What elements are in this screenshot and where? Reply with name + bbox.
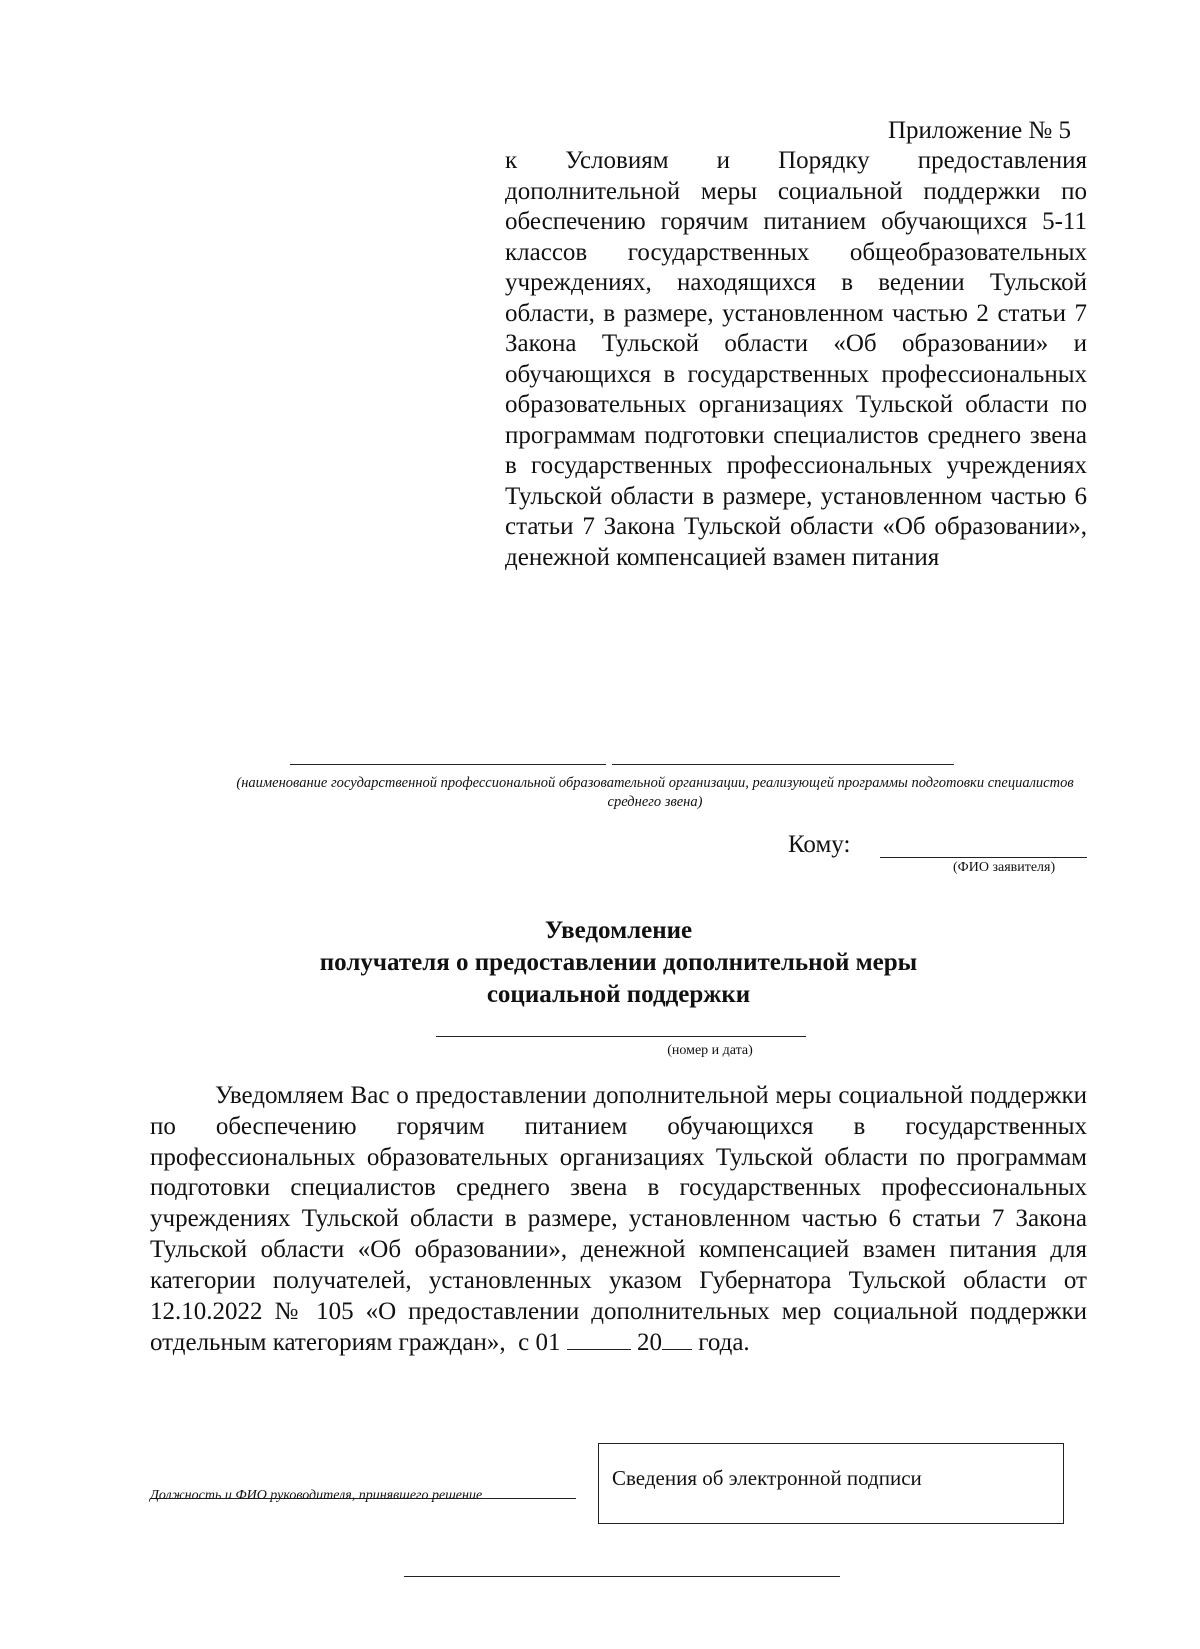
recipient-line — [880, 857, 1087, 858]
appendix-text: к Условиям и Порядку предоставления дополнительной меры социальной поддержки по обеспечению горячим питанием обучающихся 5-11 классов государственных общеобразовательных учреждениях, находящихся в ведении Тульской области, в размере, установленном частью 2 статьи 7 Закона Тульской области «Об образовании» и обучающихся в государственных профессиональных образовательных организациях Тульской области по программам подготовки специалистов среднего звена в государственных профессиональных учреждениях Тульской области в размере, установленном частью 6 статьи 7 Закона Тульской области «Об образовании», денежной компенсацией взамен питания — [505, 147, 1087, 571]
notice-title-line2: получателя о предоставлении дополнительной меры — [319, 949, 918, 976]
month-blank — [567, 1327, 631, 1350]
notice-title-line3: социальной поддержки — [486, 981, 751, 1008]
date-prefix: с 01 — [518, 1329, 561, 1357]
notice-body-text: Уведомляем Вас о предоставлении дополнительной меры социальной поддержки по обеспечению горячим питанием обучающихся в государственных профессиональных образовательных организациях Тульской области по программам подготовки специалистов среднего звена в государственных профессиональных учреждениях Тульской области в размере, установленном частью 6 статьи 7 Закона Тульской области «Об образовании», денежной компенсацией взамен питания для категории получателей, установленных указом Губернатора Тульской области от 12.10.2022 № 105 «О предоставлении дополнительных мер социальной поддержки отдельным категориям граждан», — [150, 1082, 1087, 1357]
date-suffix: года. — [698, 1329, 750, 1357]
recipient-label: Кому: — [788, 831, 851, 858]
recipient-caption: (ФИО заявителя) — [953, 860, 1056, 875]
number-caption: (номер и дата) — [667, 1043, 753, 1058]
year-prefix: 20 — [636, 1329, 662, 1357]
appendix-title: Приложение № 5 — [888, 117, 1072, 144]
esignature-box — [598, 1443, 1064, 1524]
notice-title-line1: Уведомление — [544, 917, 693, 944]
organization-line-right — [612, 764, 954, 765]
esignature-label: Сведения об электронной подписи — [612, 1466, 922, 1490]
bottom-line — [404, 1576, 840, 1577]
signature-caption: Должность и ФИО руководителя, принявшего решение — [150, 1488, 483, 1503]
number-line — [436, 1036, 806, 1037]
year-blank — [662, 1327, 692, 1350]
organization-caption: (наименование государственной профессиональной образовательной организации, реализующей программы подготовки специалистов среднего звена) — [236, 775, 1074, 810]
notice-title — [150, 915, 1087, 1011]
organization-line-left — [290, 764, 606, 765]
notice-body — [150, 1081, 1087, 1359]
